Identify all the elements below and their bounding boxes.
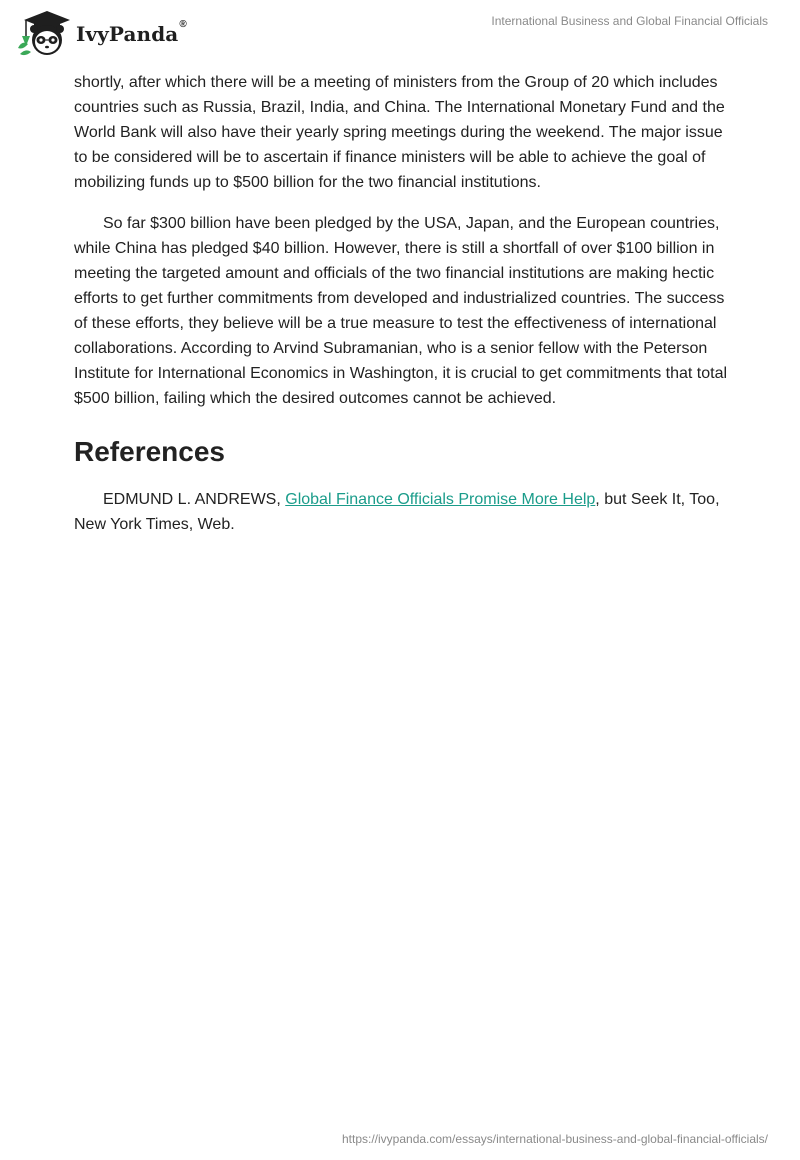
page-header <box>0 0 800 64</box>
references-heading: References <box>74 436 225 467</box>
panda-graduate-icon <box>14 8 72 58</box>
footer-url[interactable]: https://ivypanda.com/essays/international-business-and-global-financial-officials/ <box>342 1132 768 1146</box>
reference-author: EDMUND L. ANDREWS, <box>103 491 286 508</box>
reference-link[interactable]: Global Finance Officials Promise More Help <box>285 491 596 508</box>
registered-mark: ® <box>179 19 187 30</box>
ivypanda-logo[interactable] <box>14 8 187 58</box>
running-title: International Business and Global Financial Officials <box>491 14 768 28</box>
reference-source: , but Seek It, Too, New York Times, Web. <box>74 491 720 533</box>
essay-content <box>74 70 730 537</box>
body-paragraph-1: shortly, after which there will be a meeting of ministers from the Group of 20 which includes countries such as Russia, Brazil, India, and China. The International Monetary Fund and the World Bank will also have their yearly spring meetings during the weekend. The major issue to be considered will be to ascertain if finance ministers will be able to achieve the goal of mobilizing funds up to $500 billion for the two financial institutions. <box>74 74 725 191</box>
logo-wordmark: IvyPanda® <box>76 19 187 46</box>
body-paragraph-2: So far $300 billion have been pledged by the USA, Japan, and the European countries, while China has pledged $40 billion. However, there is still a shortfall of over $100 billion in meeting the targeted amount and officials of the two financial institutions are making hectic efforts to get further commitments from developed and industrialized countries. The success of these efforts, they believe will be a true measure to test the effectiveness of international collaborations. According to Arvind Subramanian, who is a senior fellow with the Peterson Institute for International Economics in Washington, it is crucial to get commitments that total $500 billion, failing which the desired outcomes cannot be achieved. <box>74 215 728 407</box>
reference-entry <box>74 487 730 537</box>
